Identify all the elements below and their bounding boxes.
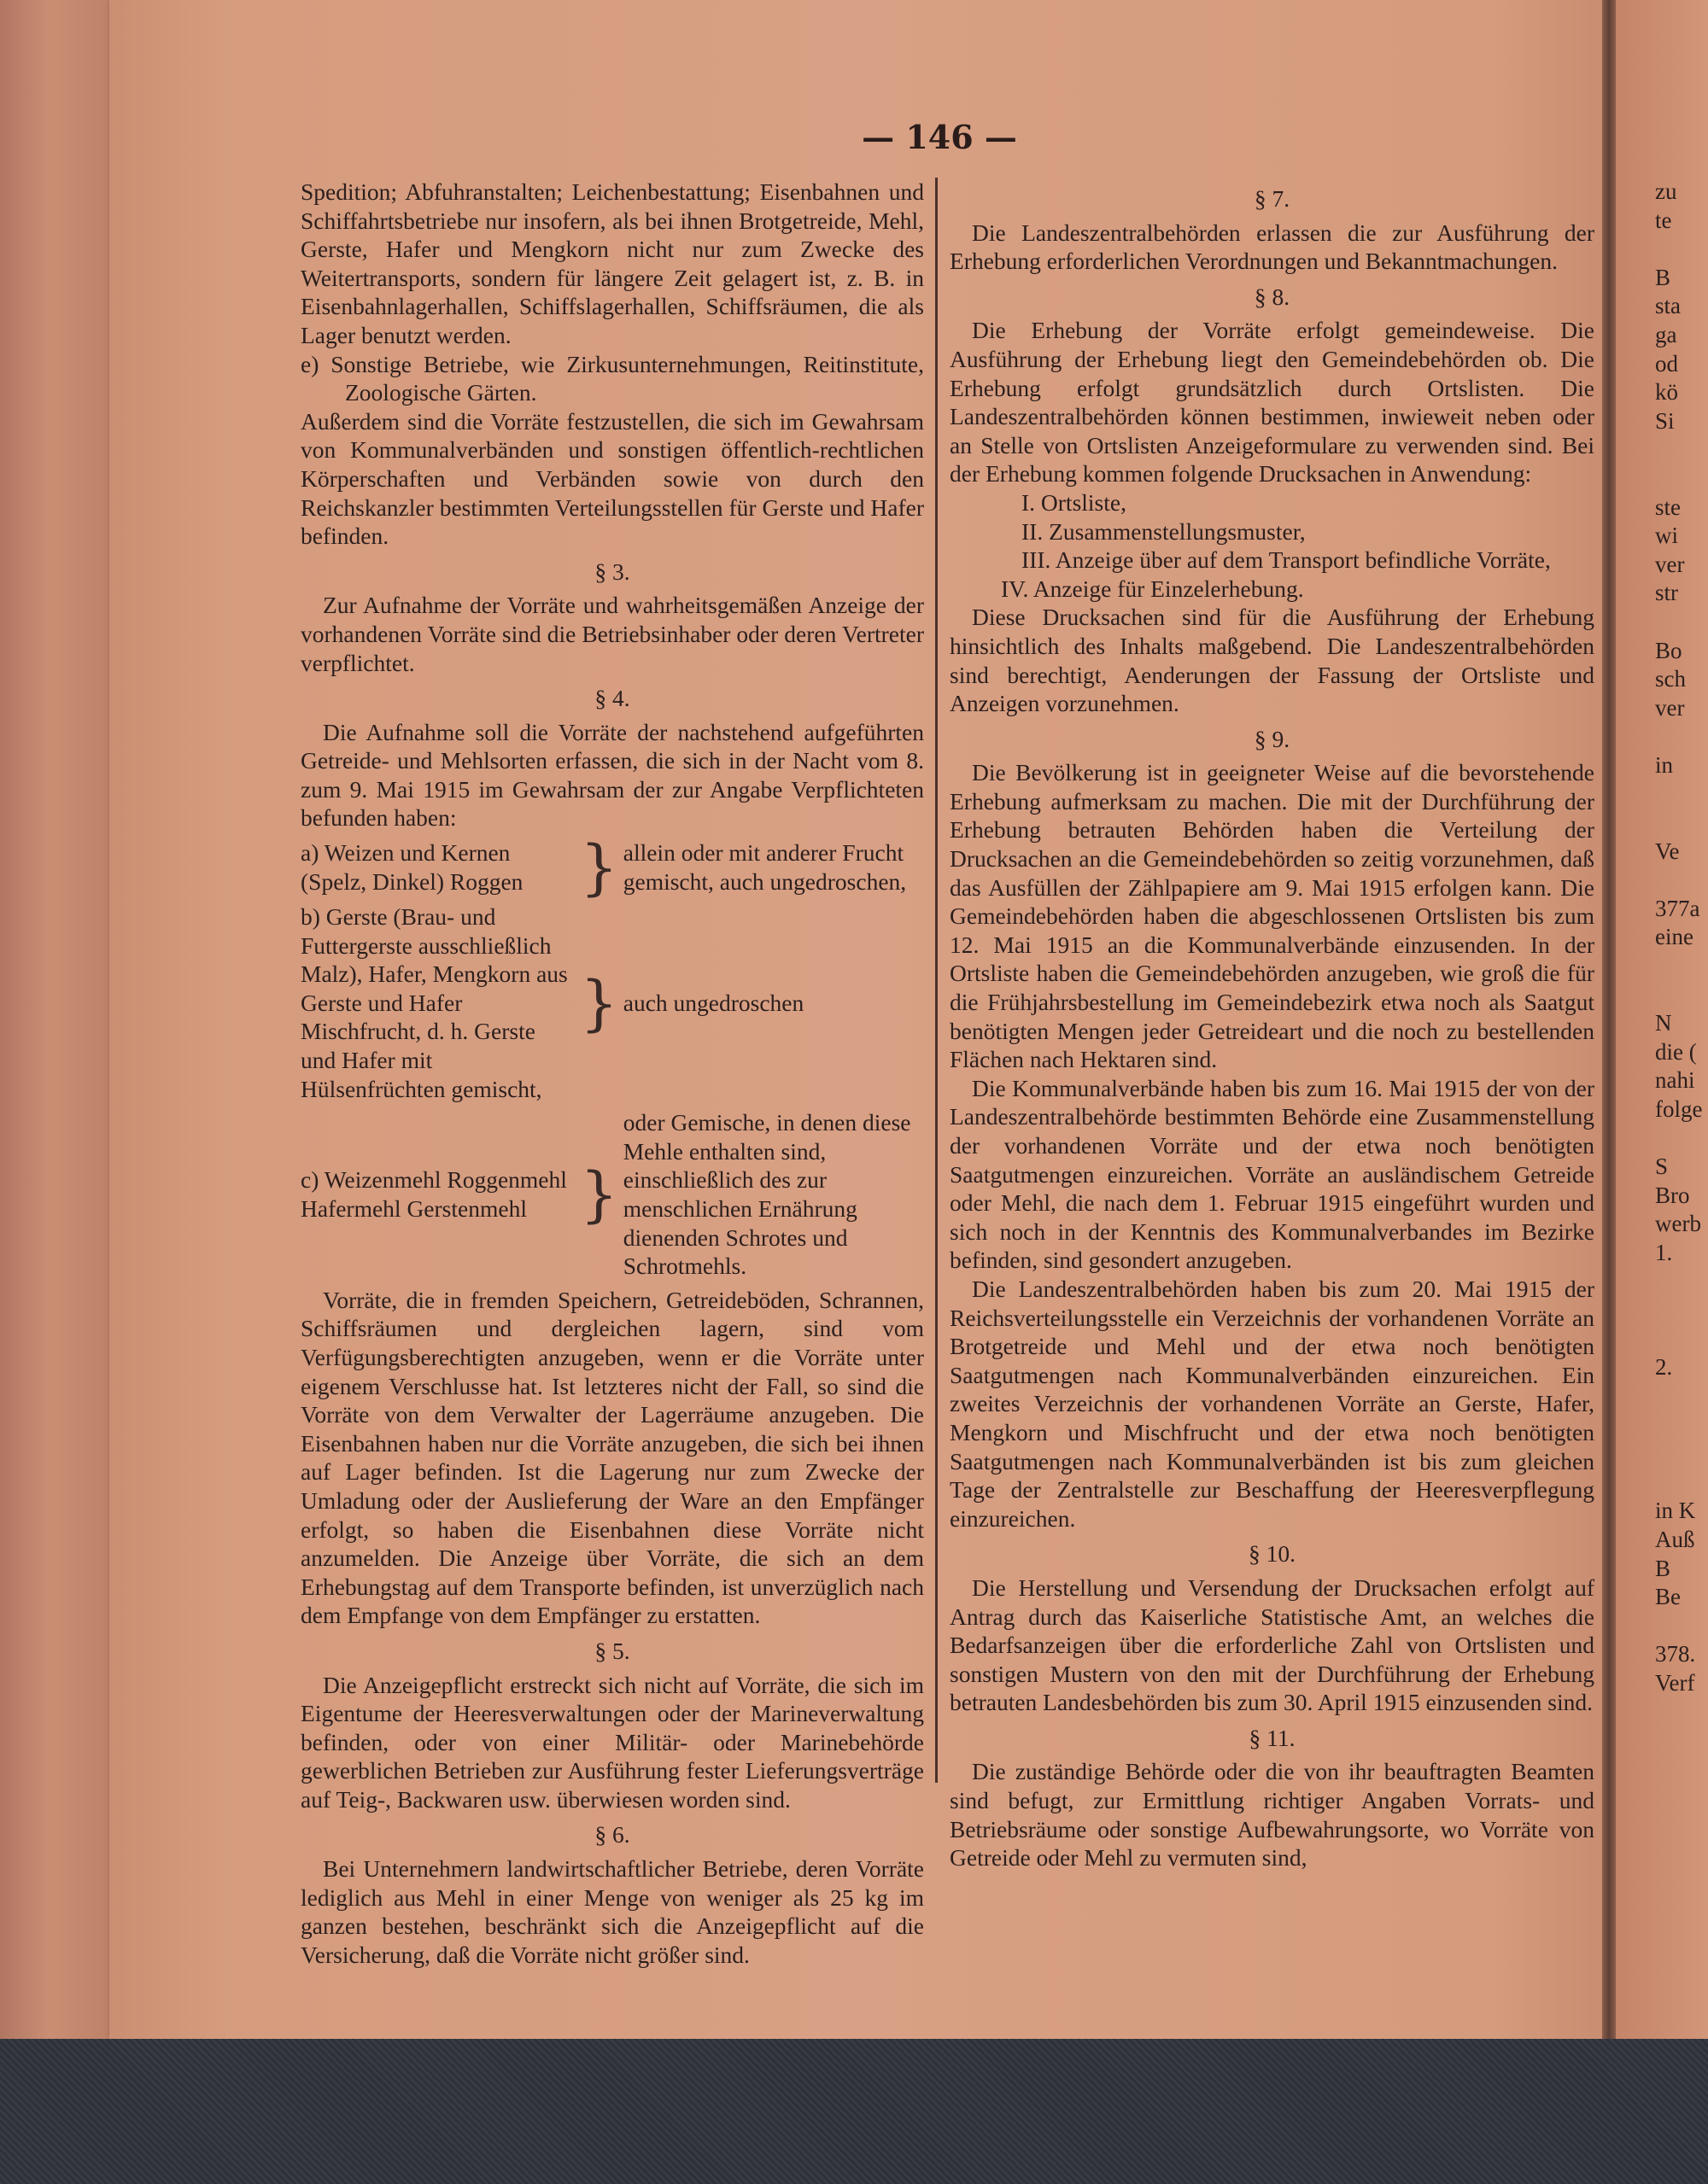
edge-fragment xyxy=(1655,435,1706,464)
brace-glyph: } xyxy=(580,967,618,1038)
edge-fragment: Be xyxy=(1655,1584,1681,1610)
edge-fragment xyxy=(1655,1268,1706,1297)
edge-fragment xyxy=(1655,722,1706,751)
edge-fragment: B xyxy=(1655,1555,1671,1581)
paragraph: Vorräte, die in fremden Speichern, Getreideböden, Schrannen, Schiffsräumen und dergleichen lagern, sind vom Verfügungsberechtigten anzugeben, wenn er die Vorräte unter eigenem Verschlusse hat. Ist letzteres nicht der Fall, so sind die Vorräte von dem Verwalter der Lagerräume anzugeben. Die Eisenbahnen haben nur die Vorräte anzugeben, die sich bei ihnen auf Lager befinden. Ist die Lagerung nur zum Zwecke der Umladung oder der Auslieferung der Ware an den Empfänger erfolgt, so haben die Eisenbahnen diese Vorräte nicht anzumelden. Die Anzeige über Vorräte, die sich an dem Erhebungstag auf dem Transporte befinden, ist unverzüglich nach dem Empfange von dem Empfänger zu erstatten. xyxy=(301,1286,924,1629)
edge-fragment xyxy=(1655,952,1706,981)
paragraph: Zur Aufnahme der Vorräte und wahrheitsgemäßen Anzeige der vorhandenen Vorräte sind die Betriebsinhaber oder deren Vertreter verpflichtet. xyxy=(301,592,924,676)
left-column xyxy=(301,178,924,1969)
edge-fragment: eine xyxy=(1655,924,1693,950)
edge-fragment: 1. xyxy=(1655,1239,1673,1265)
edge-fragment: Auß xyxy=(1655,1526,1695,1552)
edge-fragment: ga xyxy=(1655,321,1677,347)
book-gutter xyxy=(1602,0,1616,2045)
edge-fragment: in K xyxy=(1655,1498,1696,1524)
brace-rhs: allein oder mit anderer Frucht gemischt, auch ungedroschen, xyxy=(623,839,907,896)
column-divider xyxy=(935,178,938,1783)
brace-lhs: c) Weizenmehl Roggenmehl Hafermehl Gerstenmehl xyxy=(301,1166,567,1222)
edge-fragment: kö xyxy=(1655,379,1678,406)
edge-fragment: Verf xyxy=(1655,1669,1695,1696)
edge-fragment xyxy=(1655,981,1706,1010)
edge-fragment xyxy=(1655,235,1706,264)
edge-fragment: ste xyxy=(1655,493,1681,520)
section-heading: § 8. xyxy=(1254,283,1290,310)
edge-fragment: Si xyxy=(1655,407,1675,434)
edge-fragment: 377a xyxy=(1655,895,1700,921)
edge-fragment: in xyxy=(1655,751,1674,778)
edge-fragment: ver xyxy=(1655,551,1685,577)
edge-fragment: werb xyxy=(1655,1211,1701,1237)
book-cover-cloth xyxy=(0,2039,1708,2184)
edge-fragment: Bo xyxy=(1655,637,1682,663)
paragraph: Diese Drucksachen sind für die Ausführung der Erhebung hinsichtlich des Inhalts maßgebend. Die Landeszentralbehörden sind berechtigt, Aenderungen der Fassung der Ortsliste und Anzeigen vorzunehmen. xyxy=(950,604,1594,717)
edge-fragment xyxy=(1655,1124,1706,1153)
list-item: IV. Anzeige für Einzelerhebung. xyxy=(1001,575,1304,602)
edge-fragment: 378. xyxy=(1655,1641,1696,1667)
brace-rhs: oder Gemische, in denen diese Mehle enthalten sind, einschließlich des zur menschlichen Ernährung dienenden Schrotes und Schrotmehls. xyxy=(623,1109,911,1280)
section-heading: § 7. xyxy=(1254,185,1290,212)
edge-fragment: od xyxy=(1655,350,1678,377)
edge-fragment xyxy=(1655,464,1706,493)
brace-list-item xyxy=(301,832,924,903)
edge-fragment: N xyxy=(1655,1010,1672,1037)
edge-fragment xyxy=(1655,608,1706,637)
paragraph: Die zuständige Behörde oder die von ihr beauftragten Beamten sind befugt, zur Ermittlung richtiger Angaben Vorrats- und Betriebsräume oder sonstige Aufbewahrungsorte, wo Vorräte von Getreide oder Mehl zu vermuten sind, xyxy=(950,1758,1594,1872)
section-heading: § 11. xyxy=(1249,1724,1296,1751)
edge-fragment xyxy=(1655,1411,1706,1440)
list-item: II. Zusammenstellungsmuster, xyxy=(1021,517,1306,545)
edge-fragment: sta xyxy=(1655,293,1681,319)
edge-fragment: wi xyxy=(1655,523,1678,549)
edge-fragment: zu xyxy=(1655,178,1677,204)
paragraph: Die Aufnahme soll die Vorräte der nachstehend aufgeführten Getreide- und Mehlsorten erfassen, die sich in der Nacht vom 8. zum 9. Mai 1915 im Gewahrsam der zur Angabe Verpflichteten befunden haben: xyxy=(301,718,924,832)
edge-fragment xyxy=(1655,1469,1706,1498)
edge-fragment xyxy=(1655,809,1706,838)
paragraph: Die Erhebung der Vorräte erfolgt gemeindeweise. Die Ausführung der Erhebung liegt den Gemeindebehörden ob. Die Erhebung erfolgt grundsätzlich durch Ortslisten. Die Landeszentralbehörden können bestimmen, inwieweit neben oder an Stelle von Ortslisten Anzeigeformulare zu verwenden sind. Bei der Erhebung kommen folgende Drucksachen in Anwendung: xyxy=(950,317,1594,488)
edge-fragment: B xyxy=(1655,264,1671,290)
edge-fragment: Ve xyxy=(1655,838,1680,864)
edge-fragment: Bro xyxy=(1655,1182,1690,1208)
section-heading: § 6. xyxy=(594,1821,630,1848)
next-page-edge-text xyxy=(1655,178,1706,1697)
section-heading: § 5. xyxy=(594,1637,630,1664)
brace-list-item xyxy=(301,902,924,1103)
paragraph: Spedition; Abfuhranstalten; Leichenbestattung; Eisenbahnen und Schiffahrtsbetriebe nur insofern, als bei ihnen Brotgetreide, Mehl, Gerste, Hafer und Mengkorn nicht nur zum Zwecke des Weitertransports, sondern für längere Zeit gelagert ist, z. B. in Eisenbahnlagerhallen, Schiffslagerhallen, Schiffsräumen, die als Lager benutzt werden. xyxy=(301,178,924,348)
edge-fragment: ver xyxy=(1655,694,1685,721)
book-edge-left xyxy=(0,0,109,2049)
paragraph: Die Anzeigepflicht erstreckt sich nicht auf Vorräte, die sich im Eigentume der Heeresverwaltungen oder der Marineverwaltung befinden, oder von einer Militär- oder Marinebehörde gewerblichen Betrieben zur Ausführung fester Lieferungsverträge auf Teig-, Backwaren usw. überwiesen worden sind. xyxy=(301,1671,924,1813)
brace-glyph: } xyxy=(580,832,618,903)
edge-fragment xyxy=(1655,1439,1706,1469)
edge-fragment xyxy=(1655,1325,1706,1354)
list-item: I. Ortsliste, xyxy=(1021,488,1126,516)
paragraph: Die Kommunalverbände haben bis zum 16. Mai 1915 der von der Landeszentralbehörde bestimmten Behörde eine Zusammenstellung der vorhandenen Vorräte und der etwa noch benötigten Saatgutmengen einzureichen. Vorräte an ausländischem Getreide oder Mehl, die nach dem 1. Februar 1915 eingeführt wurden und sich noch in der Kenntnis des Kommunalverbandes im Bezirke befinden, sind gesondert anzugeben. xyxy=(950,1074,1594,1274)
paragraph: Die Bevölkerung ist in geeigneter Weise auf die bevorstehende Erhebung aufmerksam zu machen. Die mit der Durchführung der Erhebung betrauten Behörden haben die Verteilung der Drucksachen an die Gemeindebehörden so zeitig vorzunehmen, daß das Ausfüllen der Zählpapiere am 9. Mai 1915 erfolgen kann. Die Gemeindebehörden haben die abgeschlossenen Ortslisten bis zum 12. Mai 1915 an die Kommunalverbände einzusenden. In der Ortsliste haben die Gemeindebehörden anzugeben, wie groß die für die Frühjahrsbestellung im Gemeindebezirk etwa noch als Saatgut benötigten Mengen jeder Getreideart und die noch zu bestellenden Flächen nach Hektaren sind. xyxy=(950,759,1594,1073)
edge-fragment xyxy=(1655,866,1706,895)
right-column xyxy=(950,178,1594,1872)
section-heading: § 3. xyxy=(594,558,630,585)
brace-lhs: a) Weizen und Kernen (Spelz, Dinkel) Roggen xyxy=(301,839,524,896)
section-heading: § 4. xyxy=(594,685,630,712)
paragraph: Die Herstellung und Versendung der Drucksachen erfolgt auf Antrag durch das Kaiserliche Statistische Amt, an welches die Bedarfsanzeigen über die erforderliche Zahl von Ortslisten und sonstigen Mustern von den mit der Durchführung der Erhebung betrauten Landesbehörden bis zum 30. April 1915 einzusenden sind. xyxy=(950,1574,1594,1716)
edge-fragment: te xyxy=(1655,207,1672,233)
brace-list-item xyxy=(301,1108,924,1281)
paragraph: Außerdem sind die Vorräte festzustellen, die sich im Gewahrsam von Kommunalverbänden und sonstigen öffentlich-rechtlichen Körperschaften und Verbänden sowie von durch den Reichskanzler bestimmten Verteilungsstellen für Gerste und Hafer befinden. xyxy=(301,407,924,550)
edge-fragment xyxy=(1655,780,1706,809)
edge-fragment: die ( xyxy=(1655,1038,1697,1065)
edge-fragment: folge xyxy=(1655,1096,1703,1122)
page-number: — 146 — xyxy=(862,118,1017,156)
edge-fragment: 2. xyxy=(1655,1354,1673,1381)
edge-fragment xyxy=(1655,1296,1706,1325)
section-heading: § 10. xyxy=(1249,1540,1296,1568)
paragraph: Die Landeszentralbehörden haben bis zum 20. Mai 1915 der Reichsverteilungsstelle ein Verzeichnis der vorhandenen Vorräte an Brotgetreide und Mehl und der etwa noch benötigten Saatgutmengen nach Kommunalverbänden einzureichen. Ein zweites Verzeichnis der vorhandenen Vorräte an Gerste, Hafer, Mengkorn und Mischfrucht und der etwa noch benötigten Saatgutmengen nach Kommunalverbänden ist bis zum gleichen Tage der Zentralstelle zur Beschaffung der Heeresverpflegung einzureichen. xyxy=(950,1275,1594,1532)
brace-lhs: b) Gerste (Brau- und Futtergerste ausschließlich Malz), Hafer, Mengkorn aus Gerste und Hafer Mischfrucht, d. h. Gerste und Hafer mit Hülsenfrüchten gemischt, xyxy=(301,903,568,1102)
bleed-through-text xyxy=(118,145,169,999)
edge-fragment: nahi xyxy=(1655,1067,1695,1094)
edge-fragment: S xyxy=(1655,1153,1669,1180)
list-item: III. Anzeige über auf dem Transport befindliche Vorräte, xyxy=(1021,546,1551,574)
brace-rhs: auch ungedroschen xyxy=(623,989,804,1016)
edge-fragment: str xyxy=(1655,580,1678,606)
brace-glyph: } xyxy=(580,1159,618,1229)
paragraph: Bei Unternehmern landwirtschaftlicher Betriebe, deren Vorräte lediglich aus Mehl in einer Menge von weniger als 25 kg im ganzen bestehen, beschränkt sich die Anzeigepflicht auf die Versicherung, daß die Vorräte nicht größer sind. xyxy=(301,1855,924,1968)
enumerated-item: e) Sonstige Betriebe, wie Zirkusunternehmungen, Reitinstitute, Zoologische Gärten. xyxy=(301,350,924,406)
edge-fragment xyxy=(1655,1612,1706,1641)
section-heading: § 9. xyxy=(1254,725,1290,752)
edge-fragment xyxy=(1655,1382,1706,1411)
paragraph: Die Landeszentralbehörden erlassen die zur Ausführung der Erhebung erforderlichen Verordnungen und Bekanntmachungen. xyxy=(950,219,1594,275)
edge-fragment: sch xyxy=(1655,666,1686,692)
